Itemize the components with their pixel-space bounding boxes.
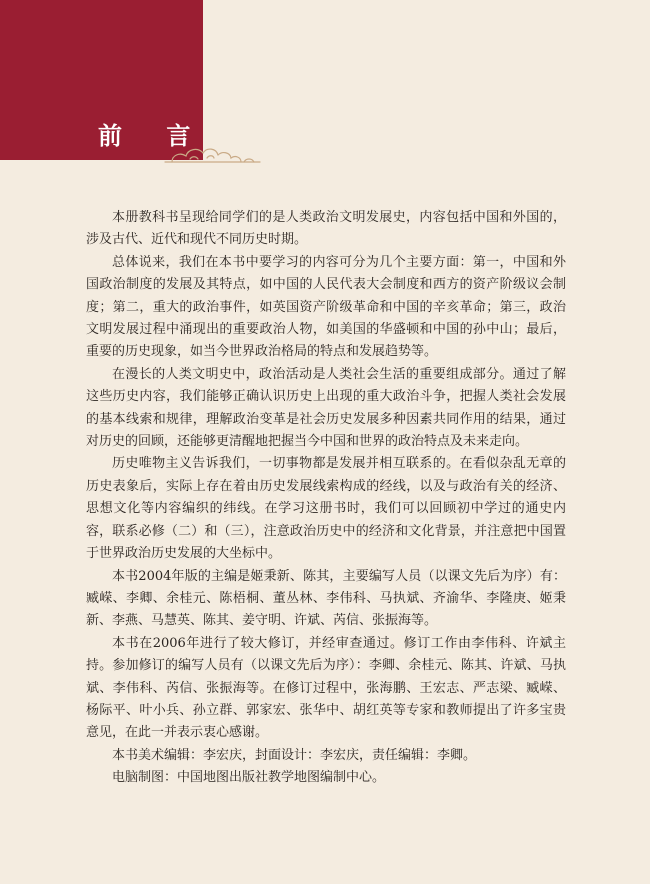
- paragraph: 总体说来，我们在本书中要学习的内容可分为几个主要方面：第一，中国和外国政治制度的发展及其特点，如中国的人民代表大会制度和西方的资产阶级议会制度；第二，重大的政治事件，如英国资产阶级革命和中国的辛亥革命；第三，政治文明发展过程中涌现出的重要政治人物，如美国的华盛顿和中国的孙中山；最后，重要的历史现象，如当今世界政治格局的特点和发展趋势等。: [86, 254, 566, 360]
- paragraph: 本册教科书呈现给同学们的是人类政治文明发展史，内容包括中国和外国的，涉及古代、近代和现代不同历史时期。: [86, 210, 566, 248]
- auspicious-cloud-icon: [160, 138, 265, 168]
- preface-body: [86, 207, 566, 790]
- paragraph: 电脑制图：中国地图出版社教学地图编制中心。: [112, 770, 386, 786]
- paragraph: 本书2004年版的主编是姬秉新、陈其，主要编写人员（以课文先后为序）有：臧嵘、李卿、余桂元、陈梧桐、董丛林、李伟科、马执斌、齐渝华、李隆庚、姬秉新、李燕、马慧英、陈其、姜守明、许斌、芮信、张振海等。: [86, 568, 566, 629]
- paragraph: 本书在2006年进行了较大修订，并经审查通过。修订工作由李伟科、许斌主持。参加修订的编写人员有（以课文先后为序）：李卿、余桂元、陈其、许斌、马执斌、李伟科、芮信、张振海等。在修订过程中，张海鹏、王宏志、严志梁、臧嵘、杨际平、叶小兵、孙立群、郭家宏、张华中、胡红英等专家和教师提出了许多宝贵意见，在此一并表示衷心感谢。: [86, 635, 566, 741]
- paragraph: 本书美术编辑：李宏庆，封面设计：李宏庆，责任编辑：李卿。: [112, 747, 477, 763]
- page-title: 前 言: [98, 121, 209, 150]
- paragraph: 历史唯物主义告诉我们，一切事物都是发展并相互联系的。在看似杂乱无章的历史表象后，实际上存在着由历史发展线索构成的经线，以及与政治有关的经济、思想文化等内容编织的纬线。在学习这册书时，我们可以回顾初中学过的通史内容，联系必修（二）和（三），注意政治历史中的经济和文化背景，并注意把中国置于世界政治历史发展的大坐标中。: [86, 456, 566, 562]
- paragraph: 在漫长的人类文明史中，政治活动是人类社会生活的重要组成部分。通过了解这些历史内容，我们能够正确认识历史上出现的重大政治斗争，把握人类社会发展的基本线索和规律，理解政治变革是社会历史发展多种因素共同作用的结果，通过对历史的回顾，还能够更清醒地把握当今中国和世界的政治特点及未来走向。: [86, 366, 566, 450]
